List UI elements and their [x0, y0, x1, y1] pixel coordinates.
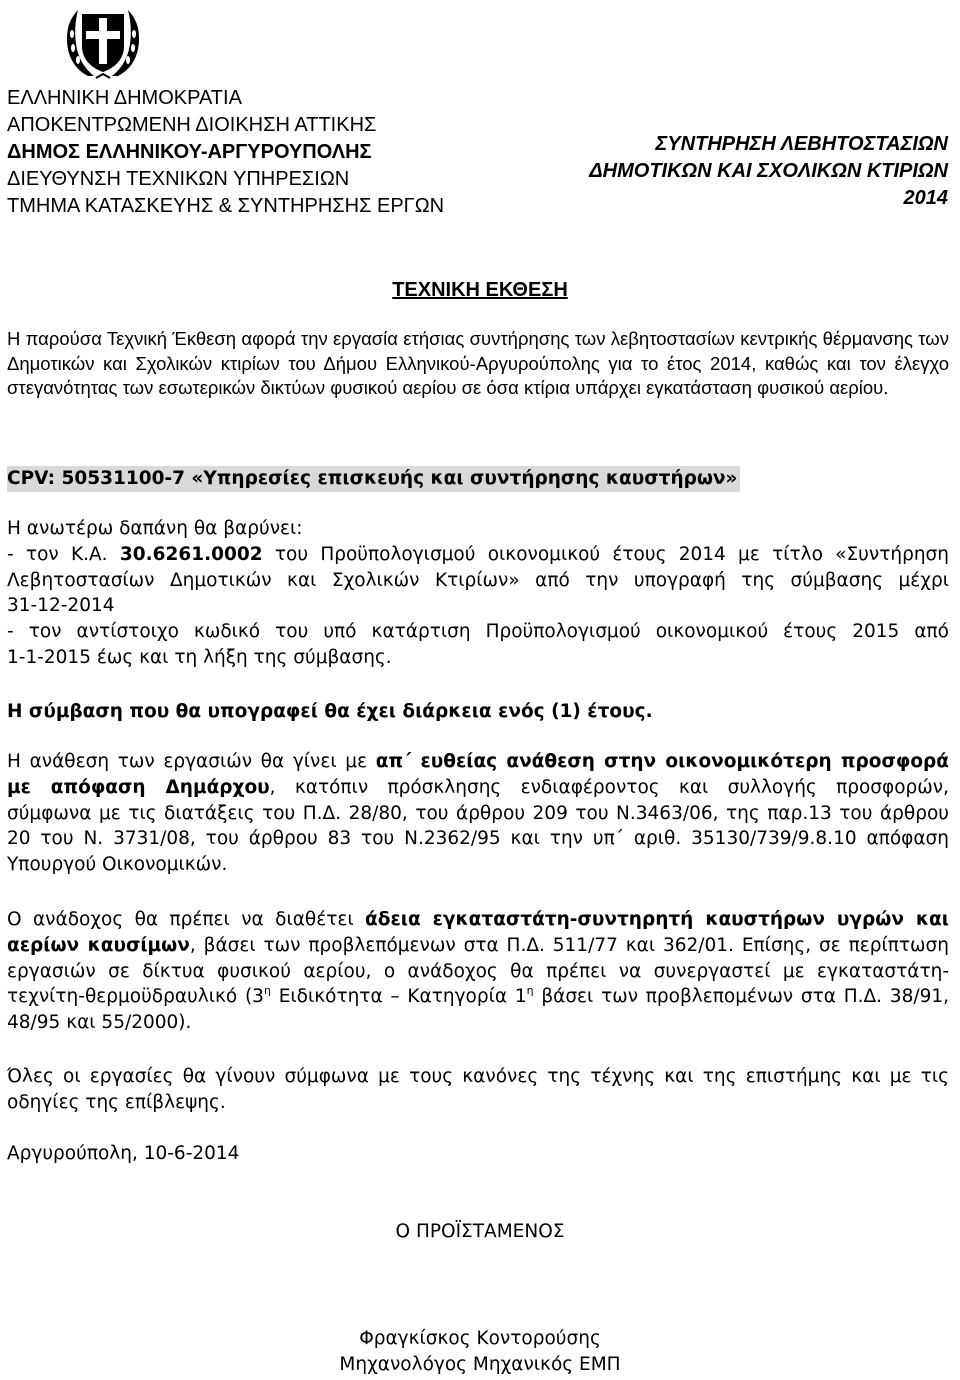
contractor-text: Ειδικότητα – Κατηγορία 1: [270, 986, 527, 1008]
rules-line-2: οδηγίες της επίβλεψης.: [7, 1091, 226, 1113]
award-decision: με απόφαση Δημάρχου: [7, 776, 270, 798]
greek-state-emblem: [58, 4, 148, 84]
contractor-text: , βάσει των προβλεπόμενων στα Π.Δ. 511/77 και 362/01. Επίσης, σε περίπτωση: [189, 934, 949, 956]
award-line-1: [7, 749, 949, 775]
rules-line-1: Όλες οι εργασίες θα γίνουν σύμφωνα με τους κανόνες της τέχνης και της επιστήμης και με τις: [7, 1066, 949, 1087]
contractor-line-1: [7, 907, 949, 933]
award-line-3: σύμφωνα με τις διατάξεις του Π.Δ. 28/80, του άρθρου 209 του Ν.3463/06, της παρ.13 του άρθρου: [7, 802, 949, 824]
project-line-1: ΣΥΝΤΗΡΗΣΗ ΛΕΒΗΤΟΣΤΑΣΙΩΝ: [655, 133, 948, 155]
budget-line-3: Λεβητοστασίων Δημοτικών και Σχολικών Κτιρίων» από την υπογραφή της σύμβασης μέχρι: [7, 569, 949, 591]
project-year: 2014: [903, 187, 948, 209]
budget-line-5: - τον αντίστοιχο κωδικό του υπό κατάρτιση Προϋπολογισμού οικονομικού έτους 2015 από: [7, 621, 949, 643]
superscript: η: [263, 984, 271, 998]
header-line-5: ΤΜΗΜΑ ΚΑΤΑΣΚΕΥΗΣ & ΣΥΝΤΗΡΗΣΗΣ ΕΡΓΩΝ: [7, 195, 445, 217]
budget-line-1: Η ανωτέρω δαπάνη θα βαρύνει:: [7, 518, 303, 539]
award-text: Η ανάθεση των εργασιών θα γίνει με: [7, 751, 376, 772]
contractor-text: βάσει των προβλεπομένων στα Π.Δ. 38/91,: [533, 986, 949, 1008]
header-line-4: ΔΙΕΥΘΥΝΣΗ ΤΕΧΝΙΚΩΝ ΥΠΗΡΕΣΙΩΝ: [7, 168, 350, 190]
duration-statement: Η σύμβαση που θα υπογραφεί θα έχει διάρκεια ενός (1) έτους.: [7, 701, 653, 722]
contractor-licence: άδεια εγκαταστάτη-συντηρητή καυστήρων υγρών και: [365, 909, 949, 930]
cpv-code: CPV: 50531100-7 «Υπηρεσίες επισκευής και συντήρησης καυστήρων»: [7, 466, 740, 492]
contractor-paragraph: [7, 907, 949, 1036]
signature-title: Μηχανολόγος Μηχανικός ΕΜΠ: [339, 1354, 621, 1375]
award-line-4: 20 του Ν. 3731/08, του άρθρου 83 του Ν.2362/95 και την υπ΄ αριθ. 35130/739/9.8.10 απόφαση: [7, 828, 949, 850]
contractor-line-3: εργασιών σε δίκτυα φυσικού αερίου, ο ανάδοχος θα πρέπει να συνεργαστεί με εγκαταστάτη-: [7, 960, 949, 982]
award-line-5: Υπουργού Οικονομικών.: [7, 854, 228, 876]
budget-text: - τον Κ.Α.: [7, 543, 120, 565]
budget-line-2: [7, 542, 949, 568]
budget-code: 30.6261.0002: [119, 543, 263, 565]
date-line: Αργυρούπολη, 10-6-2014: [7, 1143, 240, 1164]
document-title: ΤΕΧΝΙΚΗ ΕΚΘΕΣΗ: [392, 279, 568, 301]
header-line-1: ΕΛΛΗΝΙΚΗ ΔΗΜΟΚΡΑΤΙΑ: [7, 87, 242, 109]
project-title-block: [589, 131, 948, 212]
budget-text: του Προϋπολογισμού οικονομικού έτους 2014 με τίτλο «Συντήρηση: [262, 543, 950, 565]
project-line-2: ΔΗΜΟΤΙΚΩΝ ΚΑΙ ΣΧΟΛΙΚΩΝ ΚΤΙΡΙΩΝ: [589, 160, 948, 182]
award-method: απ΄ ευθείας ανάθεση στην οικονομικότερη προσφορά: [375, 751, 949, 772]
header-line-3: ΔΗΜΟΣ ΕΛΛΗΝΙΚΟΥ-ΑΡΓΥΡΟΥΠΟΛΗΣ: [7, 141, 372, 163]
budget-paragraph: [7, 516, 949, 671]
contractor-line-5: 48/95 και 55/2000).: [7, 1012, 192, 1034]
contractor-text: Ο ανάδοχος θα πρέπει να διαθέτει: [7, 909, 366, 930]
contractor-licence: αερίων καυσίμων: [7, 934, 190, 956]
header-line-2: ΑΠΟΚΕΝΤΡΩΜΕΝΗ ΔΙΟΙΚΗΣΗ ΑΤΤΙΚΗΣ: [7, 114, 377, 136]
intro-paragraph: Η παρούσα Τεχνική Έκθεση αφορά την εργασία ετήσιας συντήρησης των λεβητοστασίων κεντρικής θέρμανσης των Δημοτικών και Σχολικών κτιρίων του Δήμου Ελληνικού-Αργυρούπολης για το έτος 2014, καθώς και τον έλεγχο στεγανότητας των εσωτερικών δικτύων φυσικού αερίου σε όσα κτίρια υπάρχει εγκατάσταση φυσικού αερίου.: [7, 328, 949, 398]
budget-line-6: 1-1-2015 έως και τη λήξη της σύμβασης.: [7, 646, 392, 668]
signature-role: Ο ΠΡΟΪΣΤΑΜΕΝΟΣ: [395, 1221, 565, 1242]
issuing-authority-block: [7, 85, 444, 220]
budget-line-4: 31-12-2014: [7, 595, 115, 617]
contractor-text: τεχνίτη-θερμοϋδραυλικό (3: [7, 986, 264, 1008]
award-line-2: [7, 775, 949, 801]
contractor-line-4: [7, 984, 949, 1010]
superscript: η: [526, 984, 534, 998]
award-paragraph: [7, 749, 949, 878]
award-text: , κατόπιν πρόσκλησης ενδιαφέροντος και συλλογής προσφορών,: [269, 776, 949, 798]
rules-paragraph: [7, 1064, 949, 1116]
contractor-line-2: [7, 933, 949, 959]
signature-name: Φραγκίσκος Κοντορούσης: [359, 1328, 601, 1349]
